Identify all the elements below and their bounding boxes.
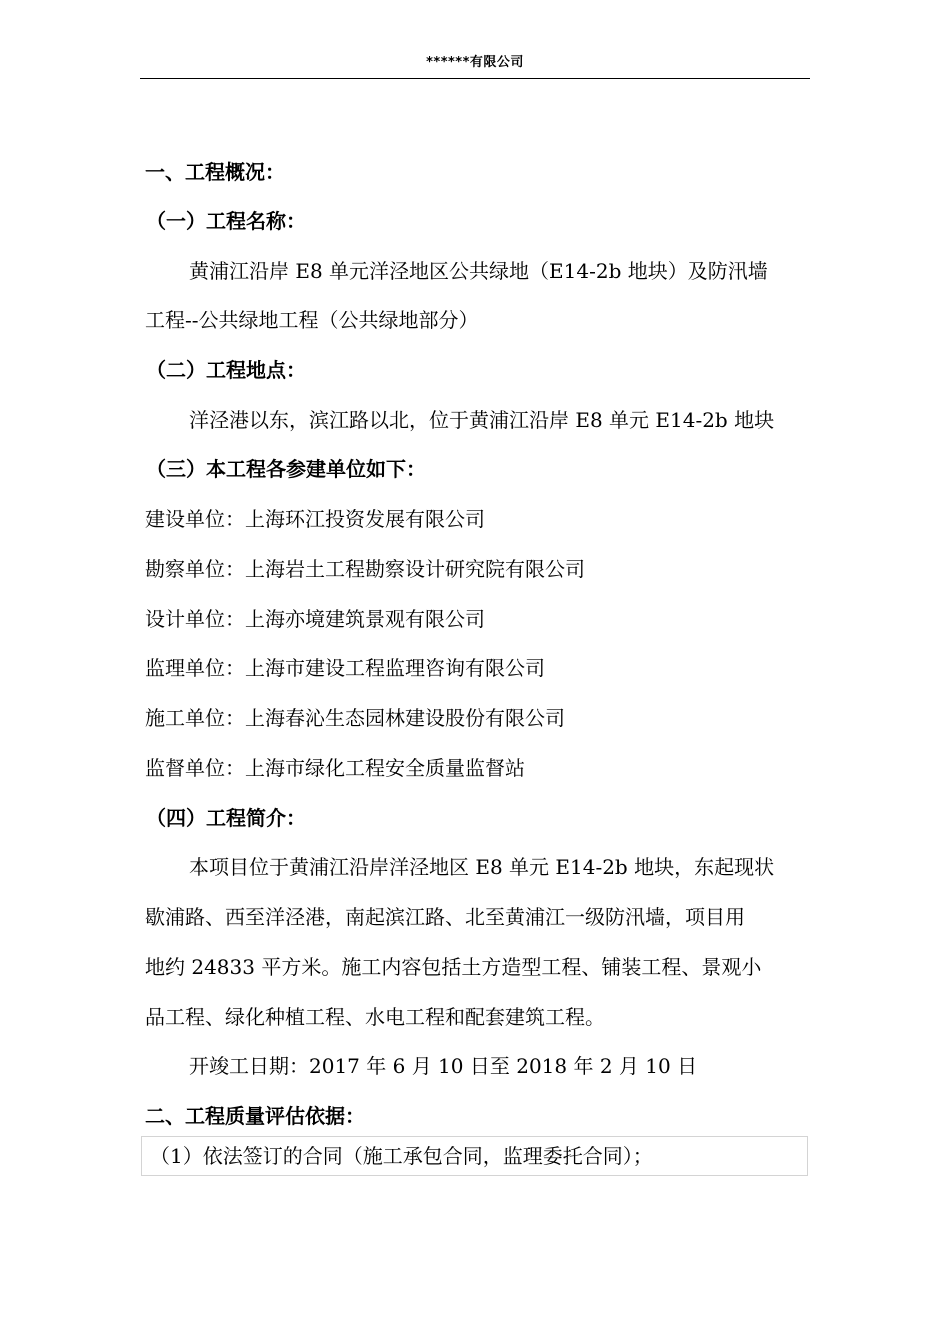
project-name-line-2: 工程--公共绿地工程（公共绿地部分） — [145, 308, 479, 332]
project-intro-heading: （四）工程简介： — [146, 806, 306, 830]
party-item-design: 设计单位：上海亦境建筑景观有限公司 — [145, 607, 485, 631]
project-location-text: 洋泾港以东，滨江路以北，位于黄浦江沿岸 E8 单元 E14-2b 地块 — [189, 408, 775, 432]
header-company: ******有限公司 — [426, 55, 524, 70]
project-intro-line-2: 歇浦路、西至洋泾港，南起滨江路、北至黄浦江一级防汛墙，项目用 — [145, 905, 745, 929]
project-name-heading: （一）工程名称： — [146, 209, 306, 233]
project-location-heading: （二）工程地点： — [146, 358, 306, 382]
basis-item-box — [141, 1136, 808, 1176]
basis-item-1: （1）依法签订的合同（施工承包合同，监理委托合同）； — [150, 1144, 653, 1168]
project-intro-line-4: 品工程、绿化种植工程、水电工程和配套建筑工程。 — [145, 1005, 605, 1029]
parties-heading: （三）本工程各参建单位如下： — [146, 457, 426, 481]
project-period: 开竣工日期：2017 年 6 月 10 日至 2018 年 2 月 10 日 — [189, 1054, 698, 1078]
section-1-title: 一、工程概况： — [145, 160, 285, 184]
party-item-survey: 勘察单位：上海岩土工程勘察设计研究院有限公司 — [145, 557, 585, 581]
party-item-construction: 建设单位：上海环江投资发展有限公司 — [145, 507, 485, 531]
party-item-oversight: 监督单位：上海市绿化工程安全质量监督站 — [145, 756, 525, 780]
project-intro-line-1: 本项目位于黄浦江沿岸洋泾地区 E8 单元 E14-2b 地块，东起现状 — [189, 855, 775, 879]
party-item-supervision: 监理单位：上海市建设工程监理咨询有限公司 — [145, 656, 545, 680]
party-item-contractor: 施工单位：上海春沁生态园林建设股份有限公司 — [145, 706, 565, 730]
project-intro-line-3: 地约 24833 平方米。施工内容包括土方造型工程、铺装工程、景观小 — [145, 955, 762, 979]
page-header — [140, 52, 810, 79]
project-name-line-1: 黄浦江沿岸 E8 单元洋泾地区公共绿地（E14-2b 地块）及防汛墙 — [189, 259, 768, 283]
section-2-title: 二、工程质量评估依据： — [145, 1104, 365, 1128]
